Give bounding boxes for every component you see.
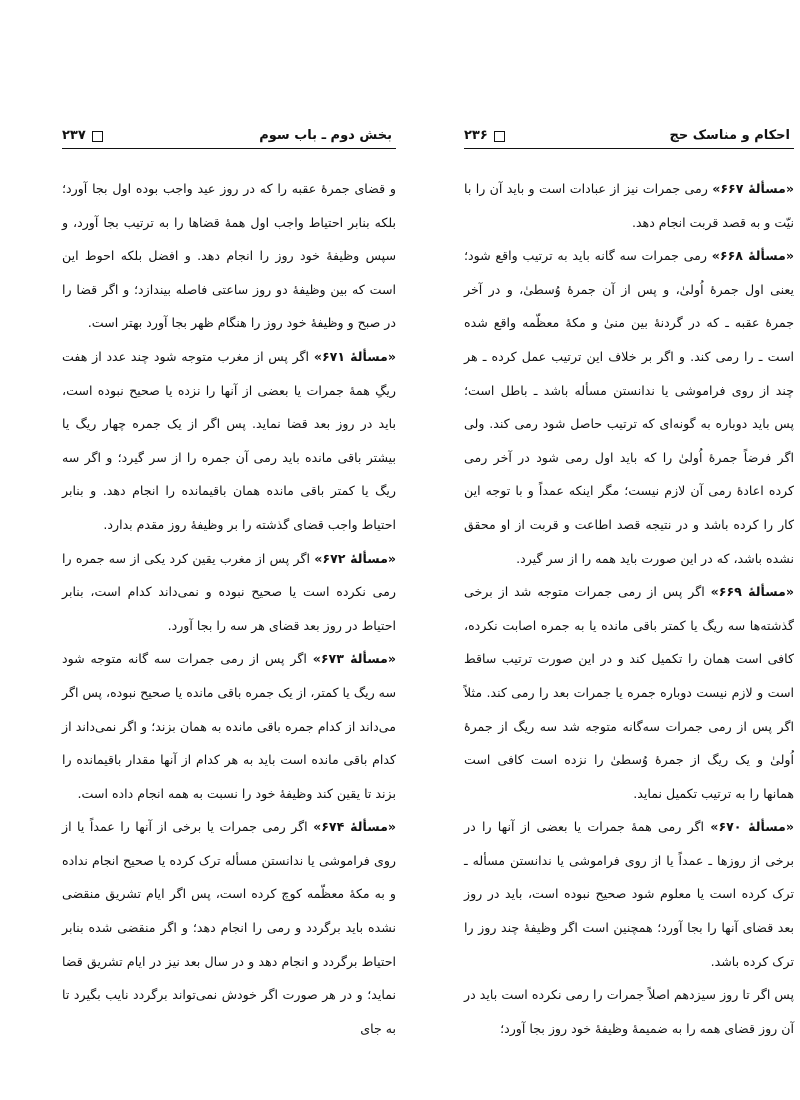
paragraph-text: اگر رمی همهٔ جمرات یا بعضی از آنها را در برخی از روزها ـ عمداً یا از روی فراموشی یا ندانستن مسأله ـ ترک کرده است یا معلوم شود صحیح نبوده است، باید در روز بعد قضای آنها را بجا آورد؛ همچنین است اگر وظیفهٔ چند روز را ترک کرده باشد. [464,819,794,969]
paragraph [62,810,396,1045]
paragraph-text: اگر پس از رمی جمرات سه گانه متوجه شود سه ریگ یا کمتر، از یک جمره باقی مانده یا صحیح نبوده، پس اگر می‌داند از کدام جمره باقی مانده به همان بزند؛ و اگر نمی‌داند از کدام باقی مانده است باید به هر کدام از آنها مقدار باقیمانده را بزند تا یقین کند وظیفهٔ خود را نسبت به همه انجام داده است. [62,651,396,801]
issue-label: «مسألهٔ ۶۷۲» [314,550,396,566]
issue-label: «مسألهٔ ۶۶۹» [710,584,794,600]
left-page-body [62,172,396,1045]
paragraph [464,810,794,978]
paragraph [62,642,396,810]
paragraph [464,172,794,239]
paragraph-text: رمی جمرات سه گانه باید به ترتیب واقع شود؛ یعنی اول جمرهٔ اُولیٰ، و پس از آن جمرهٔ وُسطیٰ، و در آخر جمرهٔ عقبه ـ که در گردنهٔ بین منیٰ و مکهٔ معظّمه واقع شده است ـ را رمی کند. و اگر بر خلاف این ترتیب عمل کرده ـ هر چند از روی فراموشی یا ندانستن مسأله باشد ـ باطل است؛ پس باید دوباره به گونه‌ای که ترتیب حاصل شود رمی کند. ولی اگر فرضاً جمرهٔ اُولیٰ را که باید اول رمی شود در آخر رمی کرده اعادهٔ رمی آن لازم نیست؛ مگر اینکه عمداً و با توجه این کار را کرده باشد و در نتیجه قصد اطاعت و قربت از او محقق نشده باشد، که در این صورت باید همه را از سر گیرد. [464,248,794,566]
issue-label: «مسألهٔ ۶۷۴» [313,819,396,835]
paragraph-text: اگر پس از مغرب یقین کرد یکی از سه جمره را رمی نکرده است یا صحیح نبوده و نمی‌داند کدام است، بنابر احتیاط در روز بعد قضای هر سه را بجا آورد. [62,550,396,633]
right-page [464,0,794,1100]
paragraph [464,978,794,1045]
paragraph [62,172,396,340]
paragraph [62,542,396,643]
page-number: ۲۳۷ [62,128,86,143]
issue-label: «مسألهٔ ۶۷۰» [710,819,794,835]
paragraph-text: اگر پس از مغرب متوجه شود چند عدد از هفت ریگِ همهٔ جمرات یا بعضی از آنها را نزده یا صحیح نبوده است، باید در روز بعد قضا نماید. پس اگر از یک جمره چهار ریگ یا بیشتر باقی مانده باید رمی آن جمره را از سر گیرد؛ و اگر سه ریگ یا کمتر باقی مانده همان باقیمانده را انجام دهد. و بنابر احتیاط واجب قضای گذشته را بر وظیفهٔ روز مقدم بدارد. [62,348,396,532]
issue-label: «مسألهٔ ۶۶۸» [711,248,794,264]
left-page [62,0,396,1100]
issue-label: «مسألهٔ ۶۷۱» [313,348,396,364]
page-number: ۲۳۶ [464,128,488,143]
page-number-block [62,126,103,146]
right-page-body [464,172,794,1045]
paragraph-text: اگر پس از رمی جمرات متوجه شد از برخی گذشته‌ها سه ریگ یا کمتر باقی مانده یا به جمره اصابت نکرده، کافی است همان را تکمیل کند و در این صورت ترتیب ساقط است و لازم نیست دوباره جمره یا جمرات بعد را رمی کند. مثلاً اگر پس از رمی جمرات سه‌گانه متوجه شد سه ریگ از جمرهٔ اُولیٰ و یک ریگ از جمرهٔ وُسطیٰ را نزده است کافی است همانها را به ترتیب تکمیل نماید. [464,584,794,801]
paragraph-text: رمی جمرات نیز از عبادات است و باید آن را با نیّت و به قصد قربت انجام دهد. [464,181,794,230]
paragraph [464,575,794,810]
running-title: احکام و مناسک حج [669,128,790,143]
paragraph-text: اگر رمی جمرات یا برخی از آنها را عمداً یا از روی فراموشی یا ندانستن مسأله ترک کرده یا صحیح انجام نداده و به مکهٔ معظّمه کوچ کرده است، پس اگر ایام تشریق منقضی نشده باید برگردد و رمی را انجام دهد؛ و اگر منقضی شده بنابر احتیاط برگردد و انجام دهد و در سال بعد نیز در ایام تشریق قضا نماید؛ و در هر صورت اگر خودش نمی‌تواند برگردد نایب بگیرد تا به جای [62,819,396,1036]
paragraph [464,239,794,575]
page-marker-square-icon [92,131,103,142]
page-marker-square-icon [494,131,505,142]
paragraph [62,340,396,542]
left-page-header [62,126,396,149]
paragraph-text: پس اگر تا روز سیزدهم اصلاً جمرات را رمی نکرده است باید در آن روز قضای همه را به ضمیمهٔ وظیفهٔ خود روز بجا آورد؛ [464,987,794,1036]
issue-label: «مسألهٔ ۶۷۳» [312,651,396,667]
running-title: بخش دوم ـ باب سوم [259,128,392,143]
paragraph-text: و قضای جمرهٔ عقبه را که در روز عید واجب بوده اول بجا آورد؛ بلکه بنابر احتیاط واجب اول همهٔ قضاها را به ترتیب بجا آورد، و سپس وظیفهٔ خود روز را انجام دهد. و افضل بلکه احوط این است که بین وظیفهٔ دو روز ساعتی فاصله بیندازد؛ و اگر قضا را در صبح و وظیفهٔ خود روز را هنگام ظهر بجا آورد بهتر است. [62,181,396,331]
page-number-block [464,126,505,146]
right-page-header [464,126,794,149]
issue-label: «مسألهٔ ۶۶۷» [712,181,794,196]
